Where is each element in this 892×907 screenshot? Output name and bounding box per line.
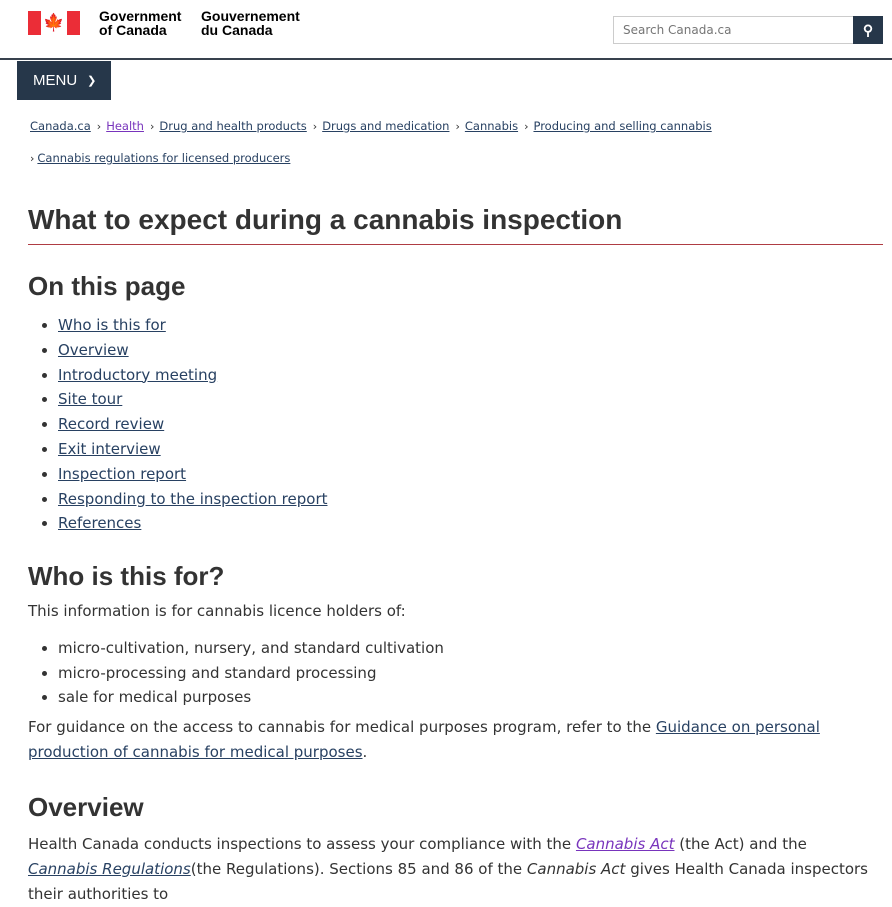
list-item [58,338,328,363]
list-item: • micro-processing and standard processing [58,661,444,686]
breadcrumb-link[interactable]: Cannabis [464,119,519,133]
search-button[interactable] [853,16,883,44]
section-heading-overview: Overview [28,792,144,822]
toc-link[interactable]: References [58,514,142,533]
list-item [58,387,328,412]
breadcrumb-line-2 [30,151,290,165]
chevron-down-icon: ❯ [87,75,97,87]
chevron-right-icon: › [149,120,155,133]
breadcrumb-link[interactable]: Drugs and medication [322,119,450,133]
signature-fr[interactable] [201,9,300,37]
toc-heading: On this page [28,271,186,301]
chevron-right-icon: › [96,120,102,133]
toc-link[interactable]: Site tour [58,390,123,409]
overview-paragraph [28,832,878,907]
cannabis-act-link[interactable]: Cannabis Act [575,835,675,853]
list-item [58,511,328,536]
list-item [58,363,328,388]
list-item [58,412,328,437]
text: . [362,743,368,761]
text: Health Canada conducts inspections to assess your compliance with the [28,835,576,853]
toc-list [58,313,328,536]
search-form [613,16,883,44]
cannabis-regulations-link[interactable]: Cannabis Regulations [28,860,191,878]
toc-link[interactable]: Overview [58,340,129,359]
breadcrumb-link[interactable]: Drug and health products [159,119,307,133]
breadcrumb [30,119,712,133]
chevron-right-icon: › [455,120,460,133]
list-item: • sale for medical purposes [58,685,444,710]
chevron-right-icon: › [30,152,35,165]
text: Cannabis Act [526,860,626,878]
toc-link[interactable]: Inspection report [58,464,187,483]
list-item: • micro-cultivation, nursery, and standard cultivation [58,636,444,661]
signature-line: Gouvernement [201,8,300,24]
breadcrumb-link[interactable]: Canada.ca [30,119,91,133]
section-heading-who: Who is this for? [28,561,225,591]
who-list [58,636,444,710]
list-item [58,437,328,462]
breadcrumb-link[interactable]: Cannabis regulations for licensed producers [37,151,291,165]
breadcrumb-link[interactable]: Producing and selling cannabis [533,119,712,133]
page-title: What to expect during a cannabis inspection [28,204,883,245]
list-item [58,313,328,338]
chevron-right-icon: › [312,120,318,133]
text: (the Act) and the [674,835,807,853]
site-header [0,0,892,60]
list-item [58,462,328,487]
breadcrumb-link[interactable]: Health [106,119,144,133]
search-icon: ⚲ [862,21,874,38]
toc-link[interactable]: Record review [58,415,165,434]
text: For guidance on the access to cannabis for medical purposes program, refer to the [28,718,656,736]
guidance-link[interactable]: Guidance on personal production of cannabis for medical purposes [28,718,820,761]
text: gives Health Canada inspectors their authorities to [28,860,868,903]
signature-line: Government [99,8,182,24]
list-item [58,487,328,512]
canada-flag-icon[interactable]: 🍁 [28,11,80,35]
toc-link[interactable]: Responding to the inspection report [58,489,328,508]
chevron-right-icon: › [524,120,529,133]
menu-button[interactable] [17,61,111,100]
search-input[interactable] [613,16,853,44]
signature-line: of Canada [99,22,167,38]
toc-link[interactable]: Introductory meeting [58,365,218,384]
text: (the Regulations). Sections 85 and 86 of the [190,860,527,878]
who-intro: This information is for cannabis licence holders of: [28,602,406,620]
signature-en[interactable] [99,9,181,37]
toc-link[interactable]: Who is this for [58,316,166,334]
toc-link[interactable]: Exit interview [58,439,161,458]
guidance-paragraph [28,715,878,765]
signature-line: du Canada [201,22,273,38]
menu-label: MENU [33,72,78,89]
